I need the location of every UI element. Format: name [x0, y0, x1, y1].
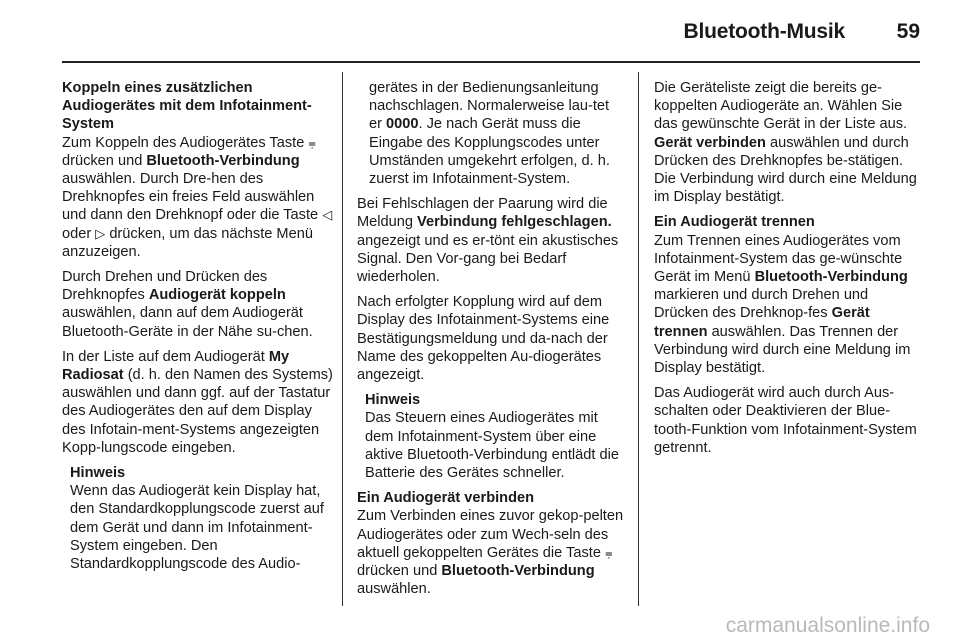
page-title: Bluetooth-Musik [683, 20, 845, 43]
menu-term: My Radiosat [62, 348, 290, 384]
section-heading-connect: Ein Audiogerät verbinden [357, 490, 535, 507]
column-2 [357, 79, 625, 605]
column-1 [62, 79, 334, 580]
note-title: Hinweis [365, 392, 421, 409]
page-number: 59 [896, 20, 920, 43]
message-term: Verbindung fehlgeschlagen. [417, 214, 612, 231]
menu-term: Bluetooth-Verbindung [441, 563, 595, 580]
phone-music-icon: ⩦ [605, 544, 613, 560]
column-divider [342, 72, 343, 606]
note-box [62, 464, 334, 573]
pairing-code: 0000 [386, 116, 419, 133]
header-divider [62, 61, 920, 63]
paragraph: In der Liste auf dem Audiogerät My Radiosat (d. h. den Namen des Systems) auswählen und dann ggf. auf der Tastatur des Audiogerätes den auf dem Display des Infotain-ment-Systems angezeigten Kopp-lungscode eingeben. [62, 348, 333, 456]
paragraph: Die Geräteliste zeigt die bereits ge-koppelten Audiogeräte an. Wählen Sie das gewünschte Gerät in der Liste aus. Gerät verbinden auswählen und durch Drücken des Drehknopfes be-stätigen. Die Verbindung wird durch eine Meldung im Display bestätigt. [654, 80, 917, 206]
paragraph: Das Audiogerät wird auch durch Aus-schalten oder Deaktivieren der Blue-tooth-Funktion vom Infotainment-System getrennt. [654, 385, 917, 456]
paragraph: Nach erfolgter Kopplung wird auf dem Display des Infotainment-Systems eine Bestätigungsmeldung und da-nach der Name des gekoppelten Au-diogerätes angezeigt. [357, 294, 610, 384]
paragraph: Bei Fehlschlagen der Paarung wird die Meldung Verbindung fehlgeschlagen. angezeigt und es er-tönt ein akustisches Signal. Den Vor-gang bei Bedarf wiederholen. [357, 196, 619, 286]
paragraph: Zum Koppeln des Audiogerätes Taste ⩦ drücken und Bluetooth-Verbindung auswählen. Durch Dre-hen des Drehknopfes ein freies Feld auswählen und dann den Drehknopf oder die Taste ◁ oder ▷ drücken, um das nächste Menü anzuzeigen. [62, 134, 333, 260]
column-divider [638, 72, 639, 606]
watermark: carmanualsonline.info [725, 614, 930, 637]
menu-term: Gerät verbinden [654, 134, 766, 151]
menu-term: Bluetooth-Verbindung [146, 152, 300, 169]
menu-term: Bluetooth-Verbindung [754, 269, 908, 286]
section-heading-pairing: Koppeln eines zusätzlichen Audiogerätes mit dem Infotainment-System [62, 80, 312, 133]
note-text: Das Steuern eines Audiogerätes mit dem Infotainment-System über eine aktive Bluetooth-Verbindung entlädt die Batterie des Gerätes schneller. [365, 410, 619, 482]
note-box [357, 391, 625, 482]
right-arrow-icon: ▷ [95, 225, 106, 241]
note-text: Wenn das Audiogerät kein Display hat, den Standardkopplungscode zuerst auf dem Gerät und dann im Infotainment-System eingeben. Den Standardkopplungscode des Audio- [70, 483, 324, 573]
menu-term: Audiogerät koppeln [148, 287, 286, 304]
note-title: Hinweis [70, 465, 126, 482]
menu-term: Gerät trennen [654, 305, 870, 340]
paragraph: Zum Verbinden eines zuvor gekop-pelten Audiogerätes oder zum Wech-seln des aktuell gekoppelten Gerätes die Taste ⩦ drücken und Bluetooth-Verbindung auswählen. [357, 508, 624, 598]
paragraph: Zum Trennen eines Audiogerätes vom Infotainment-System das ge-wünschte Gerät im Menü Bluetooth-Verbindung markieren und durch Drehen und Drücken des Drehknop-fes Gerät trennen auswählen. Das Trennen der Verbindung wird durch eine Meldung im Display bestätigt. [654, 232, 911, 377]
note-continuation: gerätes in der Bedienungsanleitung nachschlagen. Normalerweise lau-tet er 0000. Je nach Gerät muss die Eingabe des Kopplungscodes unter Umständen umgekehrt erfolgen, d. h. zuerst im Infotainment-System. [369, 80, 610, 188]
left-arrow-icon: ◁ [322, 207, 333, 223]
section-heading-disconnect: Ein Audiogerät trennen [654, 214, 815, 231]
page-header [0, 0, 960, 62]
column-3 [654, 79, 922, 464]
paragraph: Durch Drehen und Drücken des Drehknopfes Audiogerät koppeln auswählen, dann auf dem Audiogerät Bluetooth-Geräte in der Nähe su-chen. [62, 269, 313, 340]
phone-music-icon: ⩦ [308, 134, 316, 150]
